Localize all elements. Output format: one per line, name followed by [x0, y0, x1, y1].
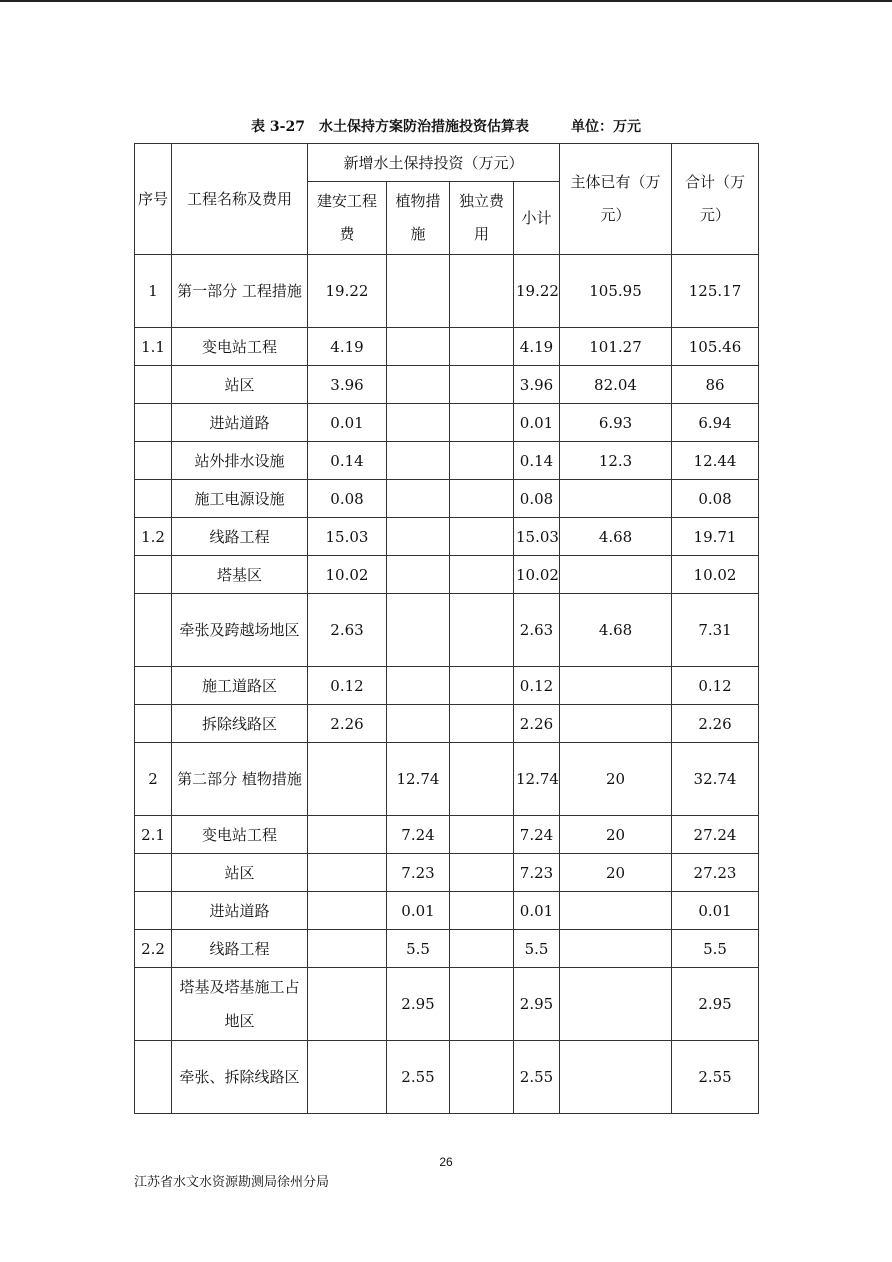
cell-name: 第二部分 植物措施: [172, 743, 308, 816]
cell-existing: [560, 930, 672, 968]
cell-construction: 2.26: [308, 705, 387, 743]
cell-subtotal: 7.24: [514, 816, 560, 854]
cell-total: 10.02: [672, 556, 759, 594]
cell-plant: [387, 667, 450, 705]
cell-total: 5.5: [672, 930, 759, 968]
table-row: [135, 892, 759, 930]
table-row: [135, 518, 759, 556]
cell-construction: 0.01: [308, 404, 387, 442]
cell-name: 站区: [172, 854, 308, 892]
cell-existing: 12.3: [560, 442, 672, 480]
cell-name: 塔基区: [172, 556, 308, 594]
cell-plant: [387, 556, 450, 594]
cell-name: 站区: [172, 366, 308, 404]
table-row: [135, 816, 759, 854]
top-border-line: [0, 0, 892, 2]
cell-total: 6.94: [672, 404, 759, 442]
cell-construction: 0.08: [308, 480, 387, 518]
cell-plant: [387, 705, 450, 743]
cell-independent: [450, 667, 514, 705]
cell-seq: 2: [135, 743, 172, 816]
cell-name: 第一部分 工程措施: [172, 255, 308, 328]
cell-construction: [308, 854, 387, 892]
cell-independent: [450, 404, 514, 442]
header-new-investment: 新增水土保持投资（万元）: [308, 144, 560, 182]
cell-existing: 20: [560, 854, 672, 892]
table-row: [135, 705, 759, 743]
cell-subtotal: 0.08: [514, 480, 560, 518]
cell-existing: [560, 1041, 672, 1114]
cell-subtotal: 4.19: [514, 328, 560, 366]
cell-existing: [560, 968, 672, 1041]
cell-subtotal: 3.96: [514, 366, 560, 404]
cell-total: 2.26: [672, 705, 759, 743]
cell-plant: [387, 442, 450, 480]
cell-independent: [450, 556, 514, 594]
cell-independent: [450, 480, 514, 518]
table-unit: 单位：万元: [570, 119, 641, 135]
cell-seq: [135, 854, 172, 892]
table-row: [135, 328, 759, 366]
cell-total: 27.24: [672, 816, 759, 854]
cell-total: 7.31: [672, 594, 759, 667]
cell-construction: 0.14: [308, 442, 387, 480]
cell-independent: [450, 1041, 514, 1114]
cell-name: 线路工程: [172, 930, 308, 968]
cell-construction: [308, 743, 387, 816]
cell-name: 拆除线路区: [172, 705, 308, 743]
cell-construction: [308, 1041, 387, 1114]
cell-subtotal: 10.02: [514, 556, 560, 594]
cell-existing: [560, 667, 672, 705]
table-body: [135, 255, 759, 1114]
cell-plant: [387, 328, 450, 366]
cell-plant: 5.5: [387, 930, 450, 968]
cell-total: 19.71: [672, 518, 759, 556]
cell-construction: [308, 968, 387, 1041]
cell-name: 牵张及跨越场地区: [172, 594, 308, 667]
table-row: [135, 854, 759, 892]
cell-existing: [560, 892, 672, 930]
table-row: [135, 594, 759, 667]
cell-name: 站外排水设施: [172, 442, 308, 480]
cell-seq: 1: [135, 255, 172, 328]
cell-construction: 3.96: [308, 366, 387, 404]
cell-subtotal: 0.01: [514, 404, 560, 442]
header-name: 工程名称及费用: [172, 144, 308, 255]
cell-plant: 0.01: [387, 892, 450, 930]
cell-name: 变电站工程: [172, 816, 308, 854]
table-row: [135, 404, 759, 442]
table-row: [135, 968, 759, 1041]
table-row: [135, 556, 759, 594]
cell-plant: 7.23: [387, 854, 450, 892]
header-construction: 建安工程费: [308, 182, 387, 255]
table-row: [135, 1041, 759, 1114]
cell-total: 86: [672, 366, 759, 404]
cell-subtotal: 2.26: [514, 705, 560, 743]
cell-total: 0.08: [672, 480, 759, 518]
cell-existing: [560, 705, 672, 743]
header-total: 合计（万元）: [672, 144, 759, 255]
cell-independent: [450, 518, 514, 556]
cell-name: 施工道路区: [172, 667, 308, 705]
table-title: 表 3-27 水土保持方案防治措施投资估算表: [251, 119, 529, 135]
cell-seq: [135, 705, 172, 743]
cell-plant: 7.24: [387, 816, 450, 854]
cell-name: 牵张、拆除线路区: [172, 1041, 308, 1114]
cell-independent: [450, 594, 514, 667]
cell-total: 12.44: [672, 442, 759, 480]
table-row: [135, 442, 759, 480]
cell-seq: [135, 667, 172, 705]
cell-subtotal: 2.55: [514, 1041, 560, 1114]
table-row: [135, 743, 759, 816]
cell-total: 125.17: [672, 255, 759, 328]
header-existing: 主体已有（万元）: [560, 144, 672, 255]
page-number: 26: [439, 1155, 453, 1169]
cell-independent: [450, 328, 514, 366]
table-caption: [134, 116, 758, 138]
cell-subtotal: 2.63: [514, 594, 560, 667]
header-row-1: [135, 144, 759, 182]
table-row: [135, 667, 759, 705]
investment-table: [134, 143, 759, 1114]
table-row: [135, 255, 759, 328]
cell-seq: [135, 1041, 172, 1114]
cell-existing: 82.04: [560, 366, 672, 404]
cell-subtotal: 5.5: [514, 930, 560, 968]
cell-construction: 19.22: [308, 255, 387, 328]
cell-existing: 20: [560, 816, 672, 854]
cell-construction: 2.63: [308, 594, 387, 667]
cell-name: 施工电源设施: [172, 480, 308, 518]
header-seq: 序号: [135, 144, 172, 255]
cell-construction: [308, 892, 387, 930]
cell-total: 27.23: [672, 854, 759, 892]
cell-plant: [387, 518, 450, 556]
cell-independent: [450, 930, 514, 968]
cell-plant: [387, 255, 450, 328]
cell-independent: [450, 442, 514, 480]
footer-organization: 江苏省水文水资源勘测局徐州分局: [134, 1175, 330, 1190]
cell-seq: [135, 442, 172, 480]
cell-total: 0.12: [672, 667, 759, 705]
cell-subtotal: 2.95: [514, 968, 560, 1041]
cell-subtotal: 7.23: [514, 854, 560, 892]
cell-independent: [450, 816, 514, 854]
cell-seq: [135, 480, 172, 518]
cell-existing: [560, 556, 672, 594]
cell-total: 32.74: [672, 743, 759, 816]
header-subtotal: 小计: [514, 182, 560, 255]
cell-independent: [450, 255, 514, 328]
cell-seq: 2.2: [135, 930, 172, 968]
cell-total: 2.95: [672, 968, 759, 1041]
cell-name: 变电站工程: [172, 328, 308, 366]
header-independent: 独立费用: [450, 182, 514, 255]
cell-plant: 2.55: [387, 1041, 450, 1114]
cell-name: 塔基及塔基施工占地区: [172, 968, 308, 1041]
cell-total: 0.01: [672, 892, 759, 930]
table-row: [135, 480, 759, 518]
cell-seq: [135, 366, 172, 404]
cell-seq: [135, 892, 172, 930]
table-row: [135, 930, 759, 968]
cell-subtotal: 19.22: [514, 255, 560, 328]
cell-construction: [308, 930, 387, 968]
cell-existing: 105.95: [560, 255, 672, 328]
cell-seq: [135, 594, 172, 667]
cell-subtotal: 0.12: [514, 667, 560, 705]
header-plant: 植物措施: [387, 182, 450, 255]
cell-plant: 12.74: [387, 743, 450, 816]
cell-seq: 1.1: [135, 328, 172, 366]
cell-existing: 4.68: [560, 594, 672, 667]
cell-seq: [135, 404, 172, 442]
cell-plant: [387, 480, 450, 518]
cell-total: 105.46: [672, 328, 759, 366]
cell-plant: [387, 366, 450, 404]
cell-construction: 4.19: [308, 328, 387, 366]
cell-existing: 20: [560, 743, 672, 816]
cell-plant: [387, 404, 450, 442]
cell-plant: [387, 594, 450, 667]
table-row: [135, 366, 759, 404]
cell-existing: 6.93: [560, 404, 672, 442]
cell-seq: 2.1: [135, 816, 172, 854]
cell-construction: 0.12: [308, 667, 387, 705]
cell-subtotal: 12.74: [514, 743, 560, 816]
cell-independent: [450, 968, 514, 1041]
cell-subtotal: 0.14: [514, 442, 560, 480]
cell-plant: 2.95: [387, 968, 450, 1041]
cell-existing: 4.68: [560, 518, 672, 556]
cell-name: 进站道路: [172, 404, 308, 442]
cell-independent: [450, 892, 514, 930]
cell-name: 进站道路: [172, 892, 308, 930]
cell-existing: [560, 480, 672, 518]
cell-name: 线路工程: [172, 518, 308, 556]
cell-independent: [450, 854, 514, 892]
cell-subtotal: 0.01: [514, 892, 560, 930]
cell-existing: 101.27: [560, 328, 672, 366]
cell-total: 2.55: [672, 1041, 759, 1114]
cell-seq: [135, 968, 172, 1041]
cell-seq: [135, 556, 172, 594]
cell-independent: [450, 705, 514, 743]
cell-seq: 1.2: [135, 518, 172, 556]
cell-independent: [450, 743, 514, 816]
cell-construction: 10.02: [308, 556, 387, 594]
cell-construction: 15.03: [308, 518, 387, 556]
cell-construction: [308, 816, 387, 854]
cell-subtotal: 15.03: [514, 518, 560, 556]
cell-independent: [450, 366, 514, 404]
